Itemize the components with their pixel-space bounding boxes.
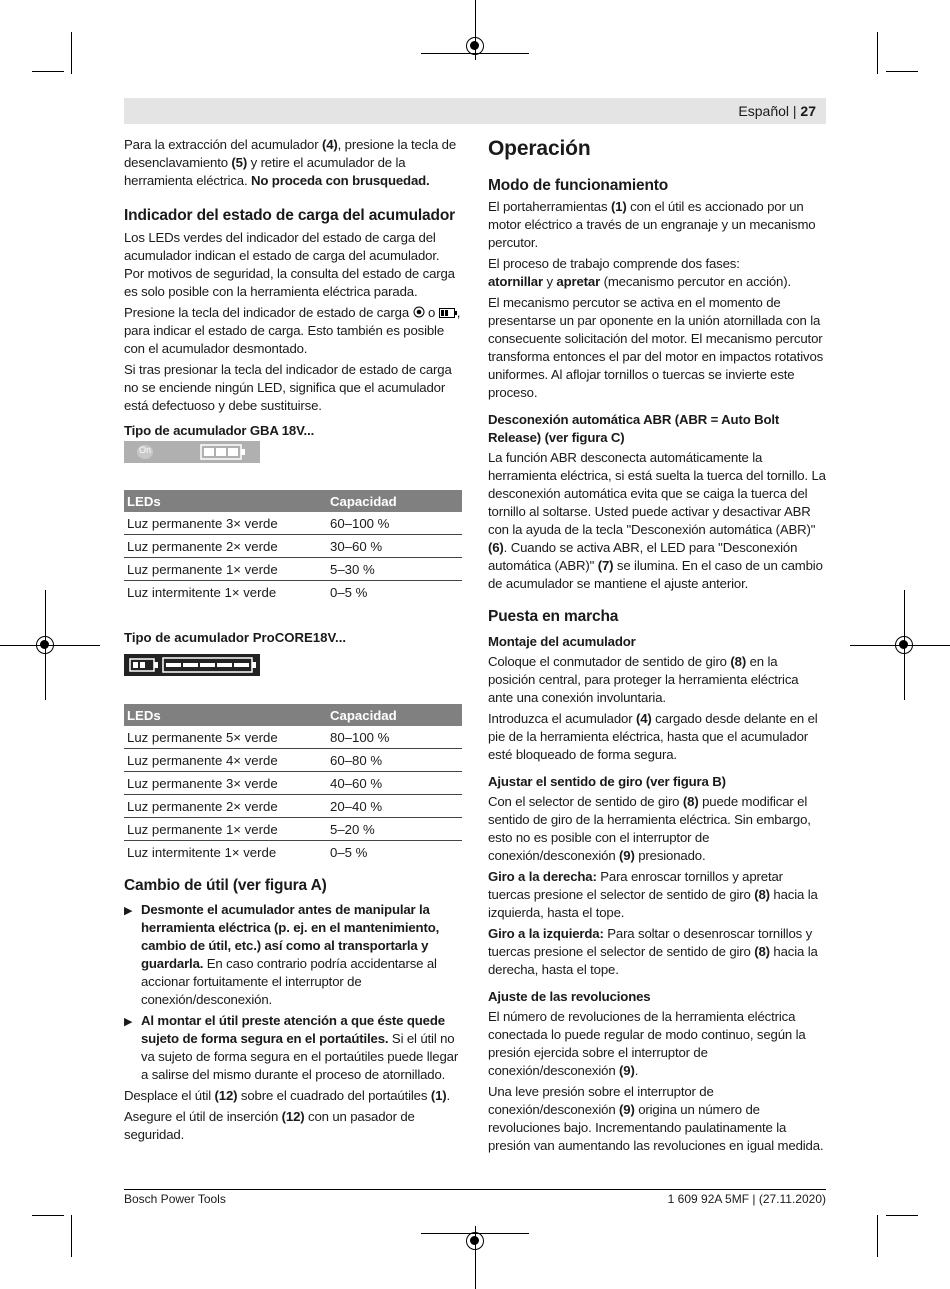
- registration-mark-icon: [466, 1232, 484, 1250]
- abr-heading: Desconexión automática ABR (ABR = Auto Bolt Release) (ver figura C): [488, 412, 780, 445]
- speed-paragraph-2: Una leve presión sobre el interruptor de conexión/desconexión (9) origina un número de revoluciones bajo. Incrementando paulatinamente la presión van aumentando las revoluciones en igual medida.: [488, 1084, 824, 1153]
- crop-mark: [71, 32, 72, 74]
- table-header: Capacidad: [327, 490, 462, 512]
- mount-paragraph-1: Coloque el conmutador de sentido de giro (8) en la posición central, para proteger la herramienta eléctrica ante una conexión involuntaria.: [488, 654, 799, 705]
- mode-paragraph-2: El proceso de trabajo comprende dos fases: atornillar y apretar (mecanismo percutor en acción).: [488, 256, 791, 289]
- start-heading: Puesta en marcha: [488, 608, 619, 625]
- page-header: Español | 27: [738, 103, 816, 119]
- page-number: 27: [800, 103, 816, 119]
- table-row: Luz permanente 3× verde 60–100 %: [124, 512, 462, 535]
- direction-heading: Ajustar el sentido de giro (ver figura B): [488, 774, 726, 789]
- right-rotation-paragraph: Giro a la derecha: Para enroscar tornillos y apretar tuercas presione el selector de sentido de giro (8) hacia la izquierda, hasta el tope.: [488, 869, 818, 920]
- crop-mark: [886, 1215, 918, 1216]
- crop-mark: [71, 1215, 72, 1257]
- charge-paragraph-1: Los LEDs verdes del indicador del estado de carga del acumulador indican el estado de carga del acumulador. Por motivos de seguridad, la consulta del estado de carga es solo posible con la herramienta eléctrica parada.: [124, 230, 455, 299]
- footer-brand: Bosch Power Tools: [124, 1192, 226, 1206]
- mode-paragraph-1: El portaherramientas (1) con el útil es accionado por un motor eléctrico a través de un engranaje y un mecanismo percutor.: [488, 199, 816, 250]
- speed-heading: Ajuste de las revoluciones: [488, 989, 651, 1004]
- charge-or-text: o: [428, 305, 436, 320]
- battery-removal-paragraph: Para la extracción del acumulador (4), presione la tecla de desenclavamiento (5) y retire el acumulador de la herramienta eléctrica. No proceda con brusquedad.: [124, 137, 457, 188]
- crop-mark: [886, 71, 918, 72]
- mount-battery-heading: Montaje del acumulador: [488, 634, 636, 649]
- operation-heading: Operación: [488, 137, 591, 160]
- footer-doc-id: 1 609 92A 5MF | (27.11.2020): [667, 1192, 826, 1206]
- procore-charge-indicator: [124, 654, 260, 676]
- table-row: Luz intermitente 1× verde 0–5 %: [127, 844, 368, 860]
- table-row: Luz permanente 1× verde 5–20 %: [124, 818, 462, 841]
- warning-bullet: ▶ Al montar el útil preste atención a que éste quede sujeto de forma segura en el portaútiles. Si el útil no va sujeto de forma segura en el portaútiles puede llegar a salirse del mismo durante el proceso de atornillado.: [124, 1013, 459, 1082]
- registration-mark-icon: [466, 37, 484, 55]
- gba-capacity-table: [124, 490, 462, 603]
- gba-led-battery-icon: [200, 444, 246, 460]
- crop-mark: [877, 32, 878, 74]
- tool-change-section: [124, 876, 462, 1147]
- secure-tool-paragraph: Asegure el útil de inserción (12) con un pasador de seguridad.: [124, 1109, 415, 1142]
- procore-capacity-table: [124, 704, 462, 863]
- left-rotation-paragraph: Giro a la izquierda: Para soltar o desenroscar tornillos y tuercas presione el selector de sentido de giro (8) hacia la derecha, hasta el tope.: [488, 926, 818, 977]
- charge-paragraph-3: Si tras presionar la tecla del indicador de estado de carga no se enciende ningún LED, significa que el acumulador está defectuoso y debe sustituirse.: [124, 362, 452, 413]
- crop-mark: [32, 71, 64, 72]
- procore-heading: Tipo de acumulador ProCORE18V...: [124, 630, 347, 645]
- table-row: Luz permanente 2× verde 20–40 %: [124, 795, 462, 818]
- warning-bullet: ▶ Desmonte el acumulador antes de manipular la herramienta eléctrica (p. ej. en el mantenimiento, cambio de útil, etc.) así como al transportarla y guardarla. En caso contrario podría accidentarse al accionar fortuitamente el interruptor de conexión/desconexión.: [124, 902, 440, 1007]
- triangle-bullet-icon: ▶: [124, 905, 133, 917]
- right-column: [488, 136, 826, 1158]
- crop-mark: [32, 1215, 64, 1216]
- header-language: Español: [738, 103, 789, 119]
- speed-paragraph-1: El número de revoluciones de la herramienta eléctrica conectada lo puede regular de modo continuo, según la presión ejercida sobre el interruptor de conexión/desconexión (9).: [488, 1009, 806, 1078]
- shift-tool-paragraph: Desplace el útil (12) sobre el cuadrado del portaútiles (1).: [124, 1088, 451, 1103]
- header-bar: [124, 98, 826, 124]
- procore-led-bar-icon: [162, 657, 258, 673]
- direction-paragraph: Con el selector de sentido de giro (8) puede modificar el sentido de giro de la herramienta eléctrica. Sin embargo, esto no es posible con el interruptor de conexión/desconexión (9) presionado.: [488, 794, 811, 863]
- gba-heading: Tipo de acumulador GBA 18V...: [124, 423, 315, 438]
- table-row: Luz permanente 1× verde 5–30 %: [124, 558, 462, 581]
- table-row: Luz permanente 4× verde 60–80 %: [124, 749, 462, 772]
- mode-paragraph-3: El mecanismo percutor se activa en el momento de presentarse un par oponente en la unión atornillada con la consecuente solicitación del motor. El mecanismo percutor transforma entonces el par del motor en impactos rotativos uniformes. Al aflojar tornillos o tuercas se invierte este proceso.: [488, 295, 824, 400]
- left-column: [124, 136, 462, 440]
- table-header: Capacidad: [327, 704, 462, 726]
- table-header: LEDs: [124, 704, 327, 726]
- table-row: Luz permanente 3× verde 40–60 %: [124, 772, 462, 795]
- registration-mark-icon: [36, 636, 54, 654]
- tool-change-heading: Cambio de útil (ver figura A): [124, 877, 327, 894]
- table-row: Luz intermitente 1× verde 0–5 %: [127, 584, 368, 600]
- gba-charge-indicator: [124, 441, 260, 463]
- battery-icon: [439, 308, 457, 318]
- registration-mark-icon: [895, 636, 913, 654]
- procore-battery-icon: [129, 658, 159, 672]
- abr-paragraph: La función ABR desconecta automáticamente la herramienta eléctrica, si está suelta la tuerca del tornillo. La desconexión automática evita que se caiga la tuerca del tornillo al soltarse. Usted puede activar y desactivar ABR con la ayuda de la tecla "Desconexión automática (ABR)" (6). Cuando se activa ABR, el LED para "Desconexión automática (ABR)" (7) se ilumina. En el caso de un cambio de acumulador se mantiene el ajuste anterior.: [488, 450, 826, 591]
- mount-paragraph-2: Introduzca el acumulador (4) cargado desde delante en el pie de la herramienta eléctrica, hasta que el acumulador esté bloqueado de forma segura.: [488, 711, 818, 762]
- table-row: Luz permanente 2× verde 30–60 %: [124, 535, 462, 558]
- mode-heading: Modo de funcionamiento: [488, 177, 669, 194]
- crop-mark: [877, 1215, 878, 1257]
- charge-button-icon: [413, 306, 425, 318]
- charge-indicator-heading: Indicador del estado de carga del acumulador: [124, 207, 456, 224]
- footer-rule: [124, 1189, 826, 1190]
- on-label: On: [139, 445, 152, 455]
- charge-paragraph-2: Presione la tecla del indicador de estado de carga o , para indicar el estado de carga. Esto también es posible con el acumulador desmontado.: [124, 305, 461, 356]
- table-row: Luz permanente 5× verde 80–100 %: [124, 726, 462, 749]
- triangle-bullet-icon: ▶: [124, 1016, 133, 1028]
- table-header: LEDs: [124, 490, 327, 512]
